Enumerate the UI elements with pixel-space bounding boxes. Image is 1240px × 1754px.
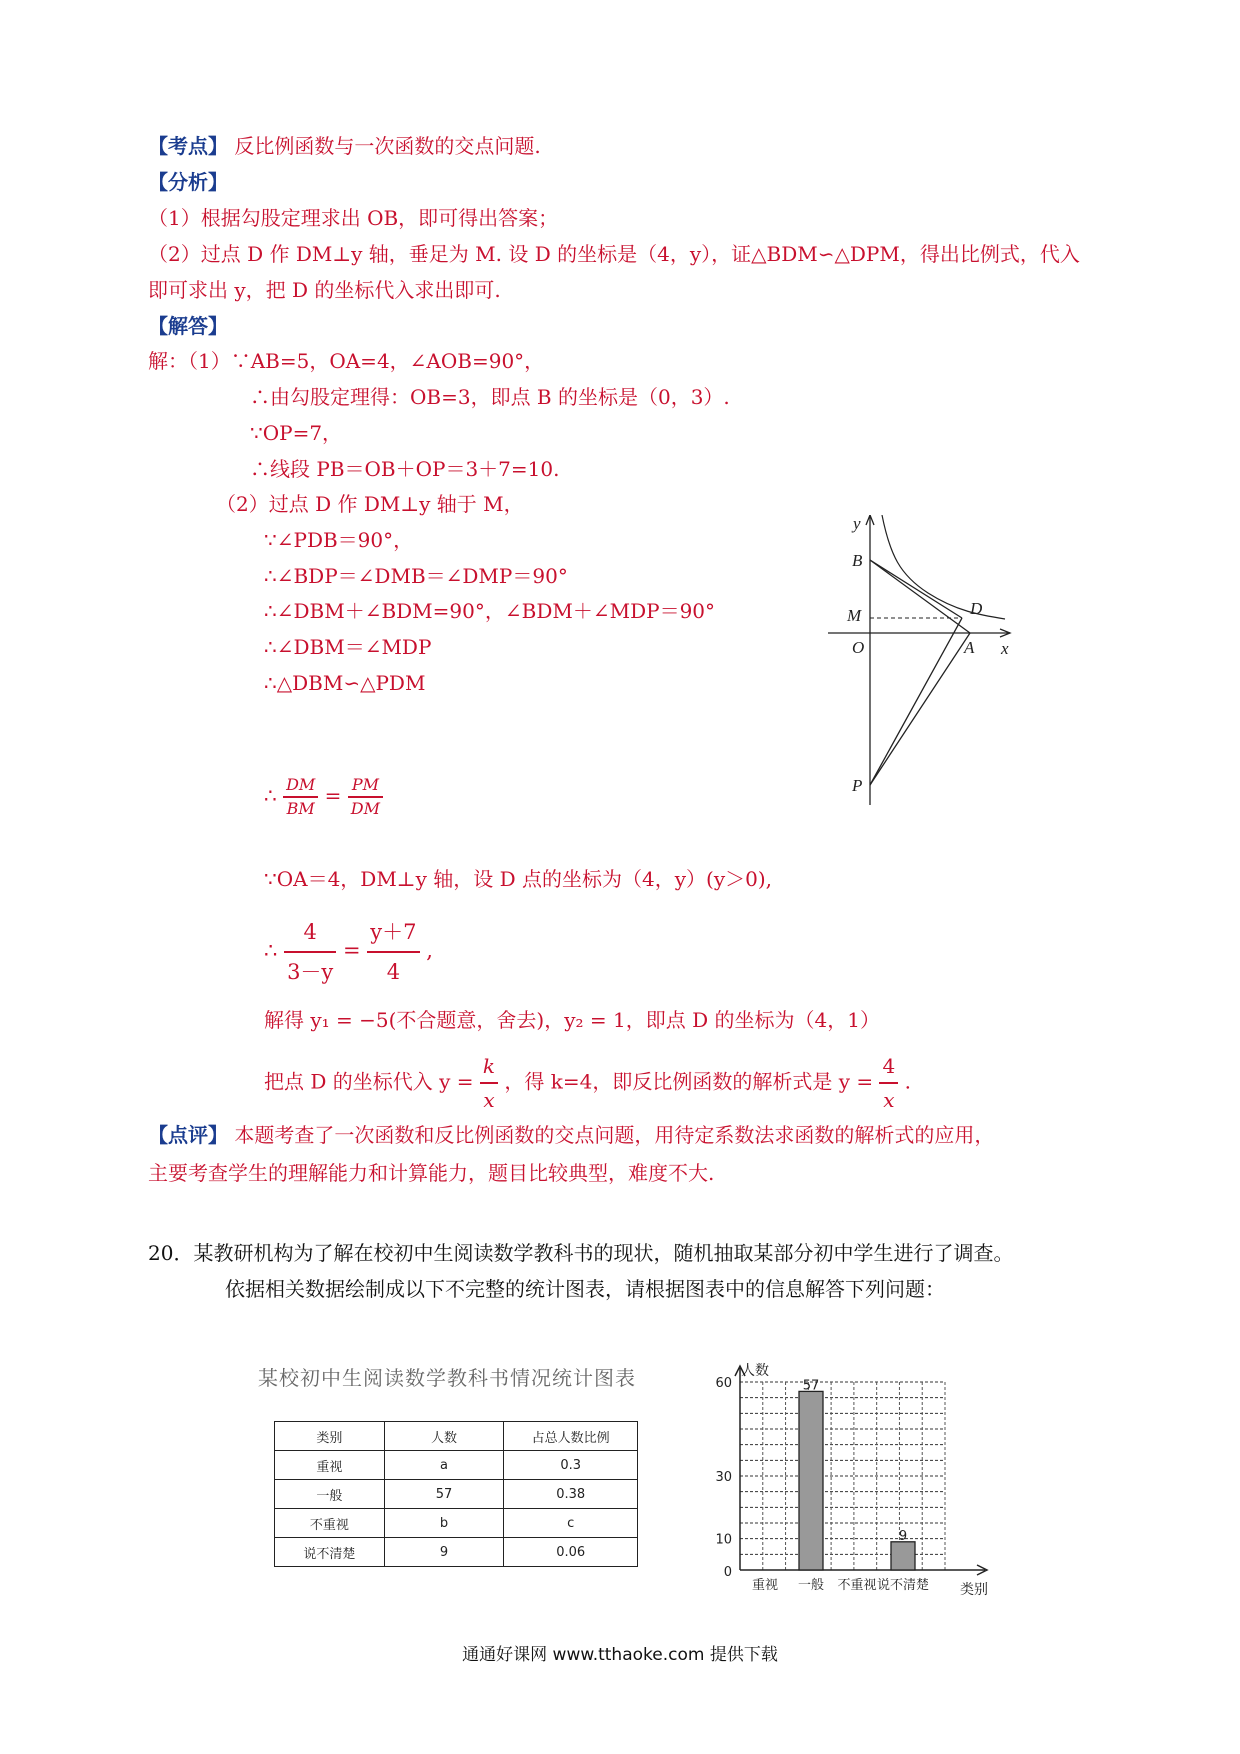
dianping-line-1 xyxy=(148,1122,994,1148)
label-o: O xyxy=(852,638,865,657)
frac-den: BM xyxy=(283,796,318,820)
footer-text: 通通好课网 www.tthaoke.com 提供下载 xyxy=(462,1645,778,1665)
x-tick-label: 重视 xyxy=(751,1578,779,1593)
table-header-row xyxy=(275,1422,638,1451)
frac-den: x xyxy=(879,1082,898,1116)
line-pd xyxy=(870,618,962,785)
frac-num: k xyxy=(482,1054,496,1078)
table-cell: c xyxy=(504,1509,638,1538)
fenxi-line-2: （2）过点 D 作 DM⊥y 轴，垂足为 M. 设 D 的坐标是（4，y），证△BDM∽△DPM，得出比例式，代入 xyxy=(148,242,1080,266)
dianping-text-1: 本题考查了一次函数和反比例函数的交点问题，用待定系数法求函数的解析式的应用， xyxy=(234,1123,995,1147)
table-cell: 57 xyxy=(384,1480,504,1509)
bar xyxy=(799,1391,823,1570)
proportion-2 xyxy=(264,913,433,991)
statistics-table xyxy=(274,1421,638,1567)
label-p: P xyxy=(852,776,863,795)
equals-2: = xyxy=(342,938,361,963)
fenxi-line-3: 即可求出 y，把 D 的坐标代入求出即可. xyxy=(148,278,501,302)
line-pa xyxy=(870,633,970,785)
table-header-cell: 占总人数比例 xyxy=(504,1422,638,1451)
table-row xyxy=(275,1509,638,1538)
fraction-4-x xyxy=(879,1050,898,1116)
x-tick-label: 一般 xyxy=(797,1578,825,1593)
jieda-tag: 【解答】 xyxy=(148,314,228,338)
table-row xyxy=(275,1451,638,1480)
therefore-1: ∴ xyxy=(264,783,277,808)
jieda-line-15 xyxy=(264,1050,911,1116)
table-cell: 0.38 xyxy=(504,1480,638,1509)
substitute-text: 把点 D 的坐标代入 y = xyxy=(264,1069,474,1094)
fraction-dm-bm xyxy=(283,774,318,820)
frac-num: y＋7 xyxy=(370,920,417,944)
label-b: B xyxy=(852,551,863,570)
bar-chart xyxy=(690,1330,1010,1610)
equals-1: = xyxy=(324,783,342,808)
label-m: M xyxy=(847,606,862,625)
bar-value-label: 57 xyxy=(802,1378,820,1394)
y-tick-label: 60 xyxy=(715,1376,732,1391)
proportion-1 xyxy=(264,774,383,820)
kaodian-tag: 【考点】 xyxy=(148,134,228,158)
jieda-line-5: （2）过点 D 作 DM⊥y 轴于 M， xyxy=(216,492,524,516)
fraction-pm-dm xyxy=(348,774,383,820)
comma: , xyxy=(426,938,433,963)
period: . xyxy=(904,1069,911,1094)
line-bd xyxy=(870,560,962,618)
jieda-line-10: ∴△DBM∽△PDM xyxy=(264,671,426,695)
frac-den: 3－y xyxy=(284,951,336,991)
jieda-line-12: ∵OA＝4，DM⊥y 轴，设 D 点的坐标为（4，y）(y＞0), xyxy=(264,867,773,891)
table-header-cell: 人数 xyxy=(384,1422,504,1451)
table-cell: 9 xyxy=(384,1538,504,1567)
result-text: ，得 k=4，即反比例函数的解析式是 y = xyxy=(504,1069,874,1094)
dianping-tag: 【点评】 xyxy=(148,1123,228,1147)
frac-num: 4 xyxy=(303,920,317,944)
line-ba xyxy=(870,560,970,633)
y-tick-label: 0 xyxy=(723,1565,732,1580)
fraction-y7-4 xyxy=(367,913,419,991)
jieda-line-8: ∴∠DBM＋∠BDM=90°，∠BDM＋∠MDP＝90° xyxy=(264,599,716,623)
y-tick-label: 30 xyxy=(715,1470,732,1485)
table-header-cell: 类别 xyxy=(275,1422,385,1451)
fraction-4-3y xyxy=(284,913,336,991)
table-cell: 0.3 xyxy=(504,1451,638,1480)
fraction-k-x xyxy=(480,1050,498,1116)
jieda-line-6: ∵∠PDB＝90°， xyxy=(264,528,414,552)
table-row xyxy=(275,1538,638,1567)
kaodian-text: 反比例函数与一次函数的交点问题. xyxy=(234,134,541,158)
frac-den: DM xyxy=(348,796,383,820)
bar xyxy=(891,1542,915,1570)
jieda-line-4: ∴线段 PB＝OB＋OP＝3＋7=10. xyxy=(250,457,560,481)
jieda-line-1: 解：（1）∵AB=5，OA=4，∠AOB=90°， xyxy=(148,349,545,373)
table-cell: 说不清楚 xyxy=(275,1538,385,1567)
label-y: y xyxy=(853,515,861,533)
q20-line-2: 依据相关数据绘制成以下不完整的统计图表，请根据图表中的信息解答下列问题： xyxy=(225,1277,945,1301)
table-cell: 不重视 xyxy=(275,1509,385,1538)
bar-value-label: 9 xyxy=(898,1528,908,1544)
geometry-figure xyxy=(820,515,1020,805)
x-axis-label: 类别 xyxy=(960,1582,988,1598)
label-x: x xyxy=(1001,639,1009,658)
jieda-line-3: ∵OP=7， xyxy=(250,421,343,445)
fenxi-line-1: （1）根据勾股定理求出 OB，即可得出答案； xyxy=(148,206,559,230)
jieda-line-2: ∴由勾股定理得：OB=3，即点 B 的坐标是（0，3）. xyxy=(250,385,730,409)
q20-line-1: 20．某教研机构为了解在校初中生阅读数学教科书的现状，随机抽取某部分初中学生进行了调查。 xyxy=(148,1241,1014,1265)
jieda-line-9: ∴∠DBM＝∠MDP xyxy=(264,635,432,659)
frac-den: x xyxy=(480,1082,498,1116)
kaodian-line xyxy=(148,133,541,159)
table-title: 某校初中生阅读数学教科书情况统计图表 xyxy=(258,1366,636,1390)
frac-num: PM xyxy=(351,775,379,794)
table-cell: 0.06 xyxy=(504,1538,638,1567)
y-tick-label: 10 xyxy=(715,1532,732,1548)
dianping-line-2: 主要考查学生的理解能力和计算能力，题目比较典型，难度不大. xyxy=(148,1161,715,1185)
label-a: A xyxy=(964,638,975,657)
table-cell: 一般 xyxy=(275,1480,385,1509)
table-row xyxy=(275,1480,638,1509)
fenxi-tag: 【分析】 xyxy=(148,170,228,194)
x-tick-label: 说不清楚 xyxy=(876,1578,930,1593)
x-tick-label: 不重视 xyxy=(837,1578,877,1593)
y-axis-label: 人数 xyxy=(741,1363,769,1379)
frac-den: 4 xyxy=(367,951,419,991)
table-cell: a xyxy=(384,1451,504,1480)
label-d: D xyxy=(970,599,983,618)
hyperbola-curve xyxy=(882,515,1005,619)
jieda-line-14: 解得 y₁ = −5(不合题意，舍去)，y₂ = 1，即点 D 的坐标为（4，1） xyxy=(264,1008,880,1032)
frac-num: 4 xyxy=(882,1054,896,1078)
frac-num: DM xyxy=(286,775,316,794)
therefore-2: ∴ xyxy=(264,938,278,963)
table-cell: 重视 xyxy=(275,1451,385,1480)
table-cell: b xyxy=(384,1509,504,1538)
jieda-line-7: ∴∠BDP＝∠DMB＝∠DMP＝90° xyxy=(264,564,568,588)
